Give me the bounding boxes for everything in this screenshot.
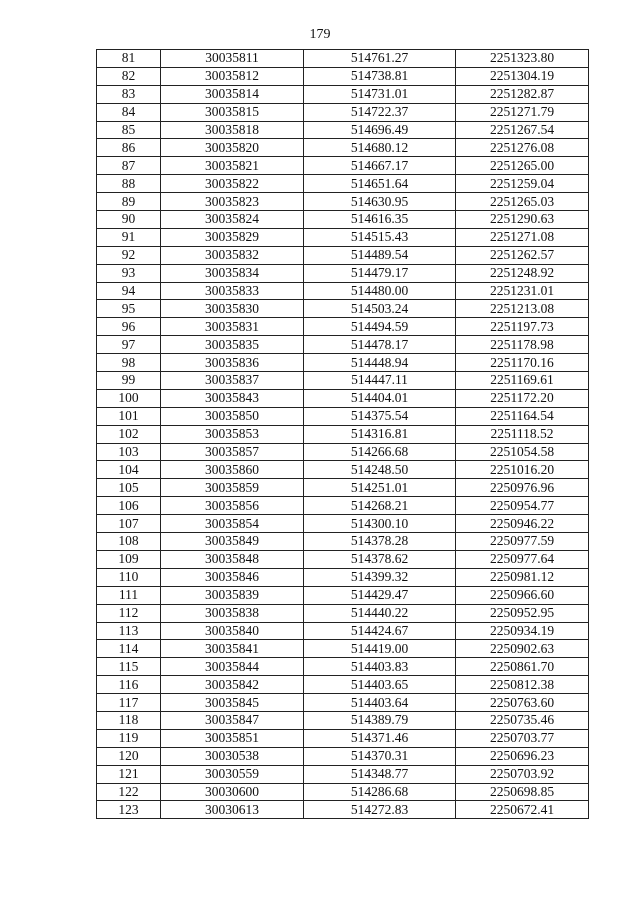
table-row [97,622,589,640]
table-row [97,85,589,103]
point-id-cell: 30035843 [161,389,304,407]
point-id-cell: 30035857 [161,443,304,461]
x-coordinate-cell: 514378.62 [304,550,456,568]
row-index-cell: 105 [97,479,161,497]
row-index-cell: 106 [97,497,161,515]
y-coordinate-cell: 2251323.80 [456,50,589,68]
x-coordinate-cell: 514651.64 [304,175,456,193]
table-row [97,479,589,497]
x-coordinate-cell: 514722.37 [304,103,456,121]
table-row [97,282,589,300]
row-index-cell: 82 [97,67,161,85]
row-index-cell: 116 [97,676,161,694]
row-index-cell: 101 [97,407,161,425]
point-id-cell: 30035846 [161,568,304,586]
table-row [97,747,589,765]
table-row [97,461,589,479]
y-coordinate-cell: 2250703.77 [456,729,589,747]
point-id-cell: 30035842 [161,676,304,694]
y-coordinate-cell: 2251262.57 [456,246,589,264]
y-coordinate-cell: 2250954.77 [456,497,589,515]
point-id-cell: 30035824 [161,211,304,229]
table-row [97,604,589,622]
x-coordinate-cell: 514696.49 [304,121,456,139]
y-coordinate-cell: 2250763.60 [456,694,589,712]
y-coordinate-cell: 2250976.96 [456,479,589,497]
y-coordinate-cell: 2251271.79 [456,103,589,121]
x-coordinate-cell: 514403.64 [304,694,456,712]
y-coordinate-cell: 2251169.61 [456,372,589,390]
x-coordinate-cell: 514419.00 [304,640,456,658]
row-index-cell: 96 [97,318,161,336]
row-index-cell: 112 [97,604,161,622]
x-coordinate-cell: 514478.17 [304,336,456,354]
point-id-cell: 30035835 [161,336,304,354]
x-coordinate-cell: 514424.67 [304,622,456,640]
y-coordinate-cell: 2250812.38 [456,676,589,694]
y-coordinate-cell: 2250966.60 [456,586,589,604]
table-row [97,67,589,85]
point-id-cell: 30035834 [161,264,304,282]
y-coordinate-cell: 2251276.08 [456,139,589,157]
row-index-cell: 119 [97,729,161,747]
table-row [97,264,589,282]
x-coordinate-cell: 514348.77 [304,765,456,783]
y-coordinate-cell: 2251248.92 [456,264,589,282]
y-coordinate-cell: 2250672.41 [456,801,589,819]
table-row [97,318,589,336]
point-id-cell: 30035841 [161,640,304,658]
x-coordinate-cell: 514515.43 [304,228,456,246]
table-row [97,497,589,515]
row-index-cell: 92 [97,246,161,264]
row-index-cell: 103 [97,443,161,461]
y-coordinate-cell: 2250703.92 [456,765,589,783]
table-row [97,157,589,175]
y-coordinate-cell: 2251267.54 [456,121,589,139]
table-row [97,50,589,68]
table-row [97,228,589,246]
row-index-cell: 89 [97,193,161,211]
row-index-cell: 84 [97,103,161,121]
row-index-cell: 120 [97,747,161,765]
x-coordinate-cell: 514389.79 [304,711,456,729]
point-id-cell: 30030600 [161,783,304,801]
row-index-cell: 97 [97,336,161,354]
table-row [97,372,589,390]
row-index-cell: 118 [97,711,161,729]
y-coordinate-cell: 2250698.85 [456,783,589,801]
point-id-cell: 30035821 [161,157,304,175]
point-id-cell: 30035836 [161,354,304,372]
table-row [97,640,589,658]
y-coordinate-cell: 2251054.58 [456,443,589,461]
y-coordinate-cell: 2251197.73 [456,318,589,336]
table-row [97,801,589,819]
x-coordinate-cell: 514667.17 [304,157,456,175]
row-index-cell: 100 [97,389,161,407]
point-id-cell: 30035832 [161,246,304,264]
x-coordinate-cell: 514316.81 [304,425,456,443]
row-index-cell: 88 [97,175,161,193]
table-row [97,139,589,157]
point-id-cell: 30035811 [161,50,304,68]
table-row [97,729,589,747]
y-coordinate-cell: 2251178.98 [456,336,589,354]
y-coordinate-cell: 2250952.95 [456,604,589,622]
x-coordinate-cell: 514404.01 [304,389,456,407]
point-id-cell: 30035853 [161,425,304,443]
row-index-cell: 81 [97,50,161,68]
row-index-cell: 117 [97,694,161,712]
row-index-cell: 115 [97,658,161,676]
x-coordinate-cell: 514630.95 [304,193,456,211]
x-coordinate-cell: 514489.54 [304,246,456,264]
table-row [97,389,589,407]
x-coordinate-cell: 514731.01 [304,85,456,103]
row-index-cell: 121 [97,765,161,783]
x-coordinate-cell: 514429.47 [304,586,456,604]
y-coordinate-cell: 2251172.20 [456,389,589,407]
row-index-cell: 107 [97,515,161,533]
x-coordinate-cell: 514616.35 [304,211,456,229]
y-coordinate-cell: 2250902.63 [456,640,589,658]
point-id-cell: 30035812 [161,67,304,85]
x-coordinate-cell: 514268.21 [304,497,456,515]
x-coordinate-cell: 514266.68 [304,443,456,461]
table-row [97,336,589,354]
point-id-cell: 30035840 [161,622,304,640]
point-id-cell: 30035859 [161,479,304,497]
point-id-cell: 30035839 [161,586,304,604]
row-index-cell: 98 [97,354,161,372]
table-row [97,246,589,264]
y-coordinate-cell: 2250735.46 [456,711,589,729]
row-index-cell: 91 [97,228,161,246]
point-id-cell: 30035837 [161,372,304,390]
point-id-cell: 30035833 [161,282,304,300]
row-index-cell: 95 [97,300,161,318]
row-index-cell: 83 [97,85,161,103]
table-row [97,211,589,229]
table-row [97,783,589,801]
point-id-cell: 30035844 [161,658,304,676]
row-index-cell: 113 [97,622,161,640]
row-index-cell: 114 [97,640,161,658]
x-coordinate-cell: 514738.81 [304,67,456,85]
x-coordinate-cell: 514440.22 [304,604,456,622]
row-index-cell: 110 [97,568,161,586]
row-index-cell: 99 [97,372,161,390]
x-coordinate-cell: 514248.50 [304,461,456,479]
x-coordinate-cell: 514479.17 [304,264,456,282]
point-id-cell: 30030613 [161,801,304,819]
table-row [97,711,589,729]
row-index-cell: 111 [97,586,161,604]
point-id-cell: 30035830 [161,300,304,318]
table-row [97,407,589,425]
row-index-cell: 87 [97,157,161,175]
row-index-cell: 122 [97,783,161,801]
table-row [97,550,589,568]
x-coordinate-cell: 514286.68 [304,783,456,801]
y-coordinate-cell: 2250696.23 [456,747,589,765]
point-id-cell: 30030559 [161,765,304,783]
y-coordinate-cell: 2251290.63 [456,211,589,229]
row-index-cell: 102 [97,425,161,443]
x-coordinate-cell: 514378.28 [304,533,456,551]
x-coordinate-cell: 514370.31 [304,747,456,765]
table-row [97,354,589,372]
point-id-cell: 30035820 [161,139,304,157]
point-id-cell: 30035845 [161,694,304,712]
x-coordinate-cell: 514480.00 [304,282,456,300]
y-coordinate-cell: 2251231.01 [456,282,589,300]
x-coordinate-cell: 514447.11 [304,372,456,390]
y-coordinate-cell: 2250981.12 [456,568,589,586]
y-coordinate-cell: 2251265.00 [456,157,589,175]
x-coordinate-cell: 514448.94 [304,354,456,372]
y-coordinate-cell: 2251271.08 [456,228,589,246]
row-index-cell: 90 [97,211,161,229]
table-row [97,658,589,676]
table-row [97,765,589,783]
point-id-cell: 30035815 [161,103,304,121]
x-coordinate-cell: 514761.27 [304,50,456,68]
table-row [97,694,589,712]
point-id-cell: 30035850 [161,407,304,425]
table-row [97,676,589,694]
x-coordinate-cell: 514251.01 [304,479,456,497]
table-row [97,515,589,533]
point-id-cell: 30035822 [161,175,304,193]
row-index-cell: 123 [97,801,161,819]
table-row [97,533,589,551]
row-index-cell: 93 [97,264,161,282]
point-id-cell: 30035831 [161,318,304,336]
x-coordinate-cell: 514503.24 [304,300,456,318]
row-index-cell: 86 [97,139,161,157]
x-coordinate-cell: 514272.83 [304,801,456,819]
table-row [97,103,589,121]
point-id-cell: 30035848 [161,550,304,568]
point-id-cell: 30035854 [161,515,304,533]
table-row [97,193,589,211]
table-row [97,175,589,193]
table-row [97,568,589,586]
table-row [97,586,589,604]
x-coordinate-cell: 514375.54 [304,407,456,425]
coordinates-table-body [97,50,589,819]
y-coordinate-cell: 2251118.52 [456,425,589,443]
y-coordinate-cell: 2250934.19 [456,622,589,640]
point-id-cell: 30035847 [161,711,304,729]
point-id-cell: 30035818 [161,121,304,139]
row-index-cell: 85 [97,121,161,139]
point-id-cell: 30035814 [161,85,304,103]
row-index-cell: 109 [97,550,161,568]
point-id-cell: 30035838 [161,604,304,622]
y-coordinate-cell: 2250861.70 [456,658,589,676]
point-id-cell: 30035829 [161,228,304,246]
table-row [97,425,589,443]
row-index-cell: 104 [97,461,161,479]
x-coordinate-cell: 514403.65 [304,676,456,694]
point-id-cell: 30030538 [161,747,304,765]
y-coordinate-cell: 2251282.87 [456,85,589,103]
row-index-cell: 108 [97,533,161,551]
coordinates-table [96,49,589,819]
x-coordinate-cell: 514680.12 [304,139,456,157]
y-coordinate-cell: 2251213.08 [456,300,589,318]
y-coordinate-cell: 2251259.04 [456,175,589,193]
point-id-cell: 30035851 [161,729,304,747]
table-row [97,443,589,461]
table-row [97,300,589,318]
y-coordinate-cell: 2250977.64 [456,550,589,568]
y-coordinate-cell: 2251016.20 [456,461,589,479]
x-coordinate-cell: 514371.46 [304,729,456,747]
x-coordinate-cell: 514403.83 [304,658,456,676]
x-coordinate-cell: 514300.10 [304,515,456,533]
y-coordinate-cell: 2251170.16 [456,354,589,372]
y-coordinate-cell: 2251304.19 [456,67,589,85]
point-id-cell: 30035849 [161,533,304,551]
point-id-cell: 30035856 [161,497,304,515]
row-index-cell: 94 [97,282,161,300]
point-id-cell: 30035860 [161,461,304,479]
y-coordinate-cell: 2251164.54 [456,407,589,425]
x-coordinate-cell: 514399.32 [304,568,456,586]
y-coordinate-cell: 2250946.22 [456,515,589,533]
y-coordinate-cell: 2251265.03 [456,193,589,211]
y-coordinate-cell: 2250977.59 [456,533,589,551]
x-coordinate-cell: 514494.59 [304,318,456,336]
page-number: 179 [309,27,331,42]
table-row [97,121,589,139]
point-id-cell: 30035823 [161,193,304,211]
